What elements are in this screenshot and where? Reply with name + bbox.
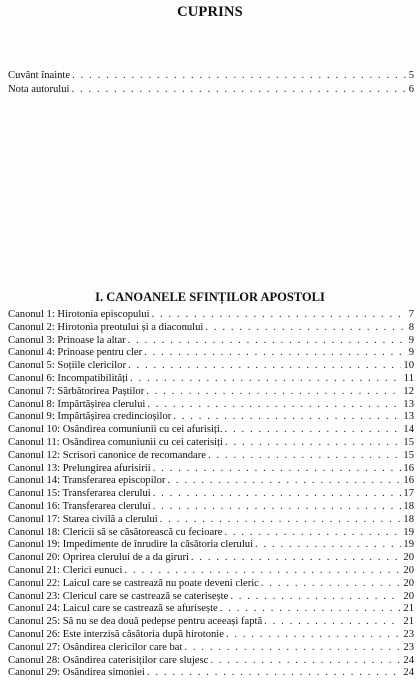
toc-entry-page: 23 [403,628,414,640]
toc-entry-label: Canonul 23: Clericul care se castrează se caterisește [8,590,229,602]
toc-entry[interactable] [8,347,414,360]
toc-entry[interactable] [8,424,414,437]
toc-entry[interactable] [8,514,414,527]
toc-entry-label: Canonul 27: Osândirea clericilor care bat [8,641,183,653]
toc-entry-page: 20 [403,564,414,576]
toc-entry-page: 20 [403,577,414,589]
toc-entry-page: 17 [403,488,414,500]
toc-entry[interactable] [8,411,414,424]
toc-entry-label: Canonul 7: Sărbătorirea Paștilor [8,385,145,397]
toc-entry-label: Canonul 5: Soțiile clericilor [8,360,126,372]
toc-entry-label: Nota autorului [8,84,70,95]
toc-entry[interactable] [8,335,414,348]
toc-entry-label: Canonul 20: Oprirea clerului de a da giruri [8,552,189,564]
toc-entry-page: 13 [403,398,414,410]
toc-entry-label: Canonul 15: Transferarea clerului [8,488,151,500]
toc-entry-page: 8 [408,321,414,333]
toc-entry[interactable] [8,360,414,373]
toc-leader-dots [130,373,402,386]
toc-entry-label: Canonul 16: Transferarea clerului [8,500,151,512]
toc-entry-label: Canonul 19: Impedimente de înrudire la căsătoria clerului [8,539,254,551]
toc-entry-page: 20 [403,590,414,602]
toc-entry[interactable] [8,399,414,412]
toc-entry-label: Canonul 13: Prelungirea afurisirii [8,462,151,474]
toc-leader-dots [173,411,401,424]
toc-entry-label: Canonul 25: Să nu se dea două pedepse pentru aceeași faptă [8,616,263,628]
toc-entry-page: 21 [403,603,414,615]
toc-entry-label: Canonul 8: Împărtășirea clerului [8,398,146,410]
toc-leader-dots [264,616,401,629]
toc-entry[interactable] [8,475,414,488]
toc-entry-page: 15 [403,436,414,448]
toc-leader-dots [184,642,401,655]
toc-entry-label: Canonul 26: Este interzisă căsătoria după hirotonie [8,628,224,640]
toc-entry-page: 18 [403,513,414,525]
toc-entry-label: Canonul 17: Starea civilă a clerului [8,513,158,525]
toc-leader-dots [226,629,401,642]
toc-entry-page: 19 [403,539,414,551]
toc-leader-dots [144,347,407,360]
toc-entry[interactable] [8,552,414,565]
toc-entry-label: Canonul 12: Scrisori canonice de recomandare [8,449,206,461]
toc-leader-dots [230,591,401,604]
toc-leader-dots [152,309,407,322]
toc-entry-label: Canonul 18: Clericii să se căsătorească cu fecioare [8,526,223,538]
toc-leader-dots [153,501,402,514]
toc-entry-page: 12 [403,385,414,397]
toc-entry-page: 10 [403,360,414,372]
toc-leader-dots [72,69,407,83]
toc-entry[interactable] [8,591,414,604]
toc-entry-label: Canonul 9: Împărtășirea credincioșilor [8,411,172,423]
toc-leader-dots [72,83,407,97]
toc-entry-label: Canonul 10: Osândirea comuniunii cu cei afurisiți. [8,424,223,436]
toc-leader-dots [153,488,402,501]
toc-entry-page: 24 [403,667,414,679]
toc-leader-dots [210,655,401,668]
toc-entry[interactable] [8,603,414,616]
toc-entry-page: 19 [403,526,414,538]
toc-entry-page: 14 [403,424,414,436]
toc-entry-page: 6 [408,84,414,95]
toc-leader-dots [147,399,401,412]
toc-intro-list [8,69,414,97]
toc-entry[interactable] [8,309,414,322]
toc-entry[interactable] [8,450,414,463]
toc-leader-dots [128,360,401,373]
toc-entry-page: 15 [403,449,414,461]
toc-leader-dots [124,565,401,578]
toc-entry-page: 18 [403,500,414,512]
toc-entry-label: Canonul 1: Hirotonia episcopului [8,309,150,320]
toc-entry[interactable] [8,655,414,668]
toc-entry-label: Canonul 29: Osândirea simoniei [8,667,145,679]
toc-entry[interactable] [8,488,414,501]
toc-entry-label: Canonul 28: Osândirea caterisiților care slujesc [8,654,209,666]
toc-canons-list [8,309,414,680]
toc-entry[interactable] [8,616,414,629]
toc-leader-dots [255,539,401,552]
toc-entry[interactable] [8,527,414,540]
toc-entry[interactable] [8,667,414,680]
toc-entry-label: Canonul 6: Incompatibilități [8,372,129,384]
toc-leader-dots [208,450,401,463]
toc-leader-dots [220,603,402,616]
toc-entry-label: Cuvânt înainte [8,70,71,81]
page-title: CUPRINS [177,4,243,20]
toc-entry-page: 21 [403,616,414,628]
toc-leader-dots [225,437,401,450]
toc-entry[interactable] [8,629,414,642]
toc-entry-page: 16 [403,462,414,474]
toc-leader-dots [160,514,402,527]
toc-entry-label: Canonul 14: Transferarea episcopilor [8,475,166,487]
toc-entry-label: Canonul 24: Laicul care se castrează se afurisește [8,603,218,615]
toc-leader-dots [224,424,401,437]
toc-leader-dots [153,463,402,476]
toc-leader-dots [147,667,402,680]
toc-entry-page: 24 [403,654,414,666]
toc-entry[interactable] [8,69,414,83]
toc-entry[interactable] [8,539,414,552]
toc-entry-page: 11 [403,372,414,384]
toc-entry-page: 9 [408,347,414,359]
toc-entry[interactable] [8,386,414,399]
toc-entry[interactable] [8,83,414,97]
toc-entry-page: 16 [403,475,414,487]
toc-entry-label: Canonul 22: Laicul care se castrează nu poate deveni cleric [8,577,259,589]
toc-leader-dots [261,578,402,591]
toc-entry-label: Canonul 2: Hirotonia preotului și a diaconului [8,321,204,333]
toc-entry[interactable] [8,578,414,591]
toc-entry[interactable] [8,373,414,386]
toc-entry-page: 9 [408,334,414,346]
toc-leader-dots [191,552,401,565]
toc-leader-dots [167,475,401,488]
toc-leader-dots [128,335,407,348]
toc-entry-page: 20 [403,552,414,564]
section-title: I. CANOANELE SFINȚILOR APOSTOLI [95,290,325,304]
toc-leader-dots [205,322,406,335]
toc-entry[interactable] [8,437,414,450]
toc-entry-page: 5 [408,70,414,81]
toc-entry[interactable] [8,642,414,655]
toc-entry[interactable] [8,463,414,476]
toc-leader-dots [146,386,401,399]
toc-entry-page: 7 [408,309,414,320]
toc-entry-label: Canonul 11: Osândirea comuniunii cu cei caterisiți [8,436,223,448]
toc-entry-label: Canonul 4: Prinoase pentru cler [8,347,143,359]
toc-entry-label: Canonul 3: Prinoase la altar [8,334,126,346]
toc-entry-page: 23 [403,641,414,653]
toc-entry[interactable] [8,501,414,514]
toc-entry[interactable] [8,565,414,578]
toc-entry[interactable] [8,322,414,335]
toc-leader-dots [224,527,401,540]
toc-entry-label: Canonul 21: Clerici eunuci [8,564,123,576]
toc-entry-page: 13 [403,411,414,423]
